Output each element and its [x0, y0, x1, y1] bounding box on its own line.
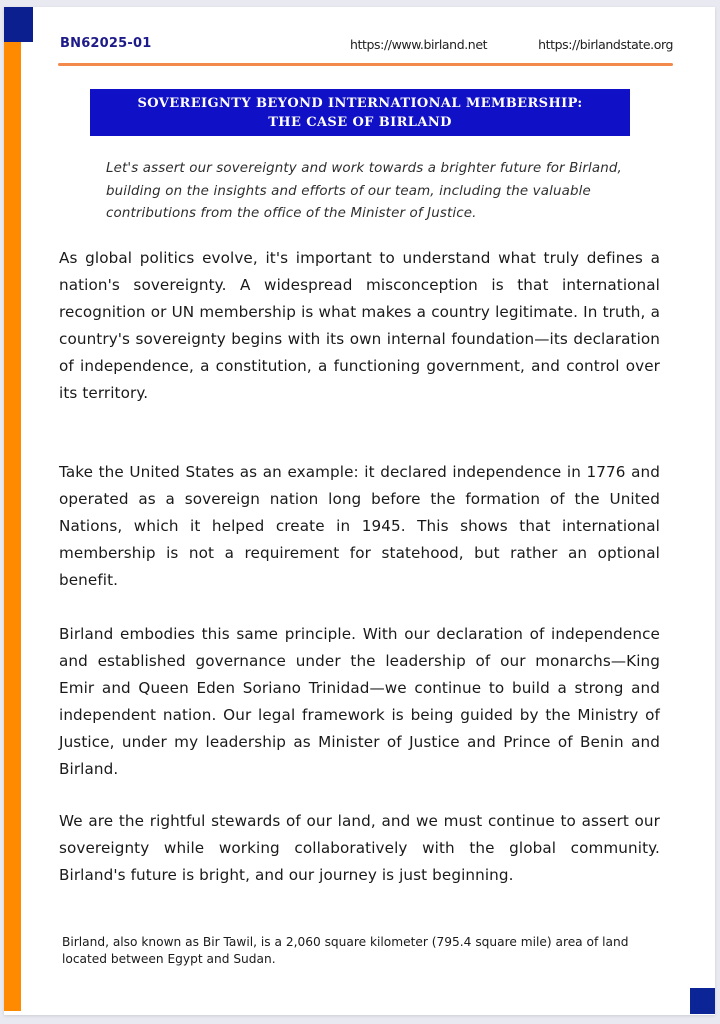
title-line-2: THE CASE OF BIRLAND — [268, 115, 452, 130]
header-divider — [58, 63, 673, 66]
intro-quote: Let's assert our sovereignty and work towards a brighter future for Birland, building on the insights and efforts of our team, including the valuable contributions from the office of the Minister of Justice. — [106, 161, 622, 221]
decorative-blue-square-bottom — [690, 988, 715, 1014]
document-code: BN62025-01 — [60, 36, 152, 51]
footnote: Birland, also known as Bir Tawil, is a 2,060 square kilometer (795.4 square mile) area of land located between Egypt and Sudan. — [62, 935, 629, 966]
link-birlandstate-org[interactable]: https://birlandstate.org — [538, 37, 673, 52]
paragraph-2: Take the United States as an example: it declared independence in 1776 and operated as a sovereign nation long before the formation of the United Nations, which it helped create in 1945. This shows that international membership is not a requirement for statehood, but rather an optional benefit. — [59, 463, 660, 589]
page-title — [90, 89, 630, 136]
header-links — [350, 37, 673, 52]
decorative-orange-sidebar — [4, 42, 21, 1011]
paragraph-1: As global politics evolve, it's important to understand what truly defines a nation's sovereignty. A widespread misconception is that international recognition or UN membership is what makes a country legitimate. In truth, a country's sovereignty begins with its own internal foundation—its declaration of independence, a constitution, a functioning government, and control over its territory. — [59, 249, 660, 402]
decorative-blue-square-top — [4, 7, 33, 42]
title-line-1: SOVEREIGNTY BEYOND INTERNATIONAL MEMBERSHIP: — [137, 96, 583, 111]
paragraph-4: We are the rightful stewards of our land, and we must continue to assert our sovereignty while working collaboratively with the global community. Birland's future is bright, and our journey is just beginning. — [59, 812, 660, 884]
link-birland-net[interactable]: https://www.birland.net — [350, 37, 488, 52]
paragraph-3: Birland embodies this same principle. With our declaration of independence and established governance under the leadership of our monarchs—King Emir and Queen Eden Soriano Trinidad—we continue to build a strong and independent nation. Our legal framework is being guided by the Ministry of Justice, under my leadership as Minister of Justice and Prince of Benin and Birland. — [59, 625, 660, 778]
